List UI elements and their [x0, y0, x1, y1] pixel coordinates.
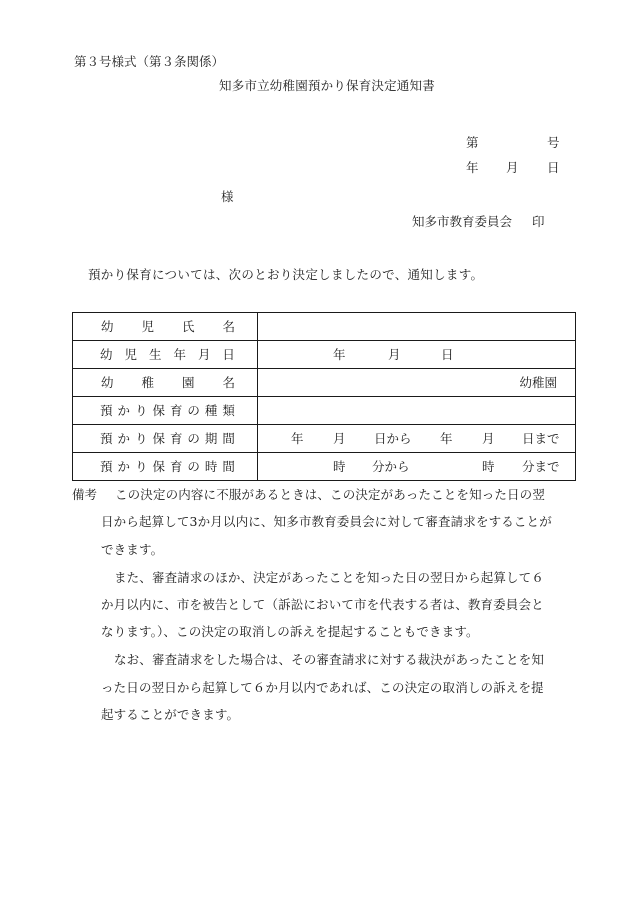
label-char: 児	[124, 346, 137, 362]
label-care-period	[73, 425, 258, 453]
remarks-line: った日の翌日から起算して６か月以内であれば、この決定の取消しの訴えを提	[101, 680, 544, 695]
birth-day-unit: 日	[441, 346, 454, 362]
label-char: 児	[141, 318, 154, 334]
remarks-line: また、審査請求のほか、決定があったことを知った日の翌日から起算して６	[114, 570, 544, 585]
label-char: り	[134, 402, 148, 418]
date-day-label: 日	[547, 160, 560, 175]
birthdate-field[interactable]	[258, 341, 576, 369]
kindergarten-field[interactable]	[258, 369, 576, 397]
label-char: 間	[222, 430, 235, 446]
label-char: 育	[169, 458, 183, 474]
document-number-suffix: 号	[547, 135, 560, 150]
label-char: 日	[222, 346, 235, 362]
label-char: 期	[204, 430, 218, 446]
period-start-day-unit: 日から	[374, 430, 412, 446]
label-char: り	[134, 458, 148, 474]
date-year-label: 年	[466, 160, 479, 175]
label-char: 月	[197, 346, 211, 362]
issuer-name: 知多市教育委員会	[412, 214, 513, 229]
remarks-line: この決定の内容に不服があるときは、この決定があったことを知った日の翌	[115, 487, 545, 502]
hours-end-hour-unit: 時	[482, 458, 495, 474]
label-char: 名	[222, 374, 235, 390]
label-care-hours	[73, 453, 258, 481]
recipient-honorific: 様	[221, 189, 234, 204]
table-row-child-name	[73, 313, 576, 341]
label-care-type	[73, 397, 258, 425]
label-child-name	[73, 313, 258, 341]
birth-month-unit: 月	[388, 346, 401, 362]
label-kindergarten	[73, 369, 258, 397]
table-row-care-type	[73, 397, 576, 425]
label-char: 年	[173, 346, 186, 362]
remarks-line: なります。）、この決定の取消しの訴えを提起することもできます。	[101, 624, 479, 639]
label-char: 保	[152, 430, 165, 446]
period-end-year-unit: 年	[440, 430, 453, 446]
hours-start-hour-unit: 時	[333, 458, 346, 474]
table-row-care-period	[73, 425, 576, 453]
period-start-month-unit: 月	[333, 430, 346, 446]
issuer-seal: 印	[532, 214, 545, 229]
period-start-year-unit: 年	[291, 430, 304, 446]
label-birthdate	[73, 341, 258, 369]
table-row-kindergarten	[73, 369, 576, 397]
label-char: り	[134, 430, 148, 446]
label-char: か	[117, 402, 130, 418]
label-char: 類	[222, 402, 235, 418]
label-char: 種	[204, 402, 218, 418]
care-period-field[interactable]	[258, 425, 576, 453]
table-row-care-hours	[73, 453, 576, 481]
label-char: 育	[169, 402, 183, 418]
label-char: 保	[152, 458, 165, 474]
label-char: 幼	[101, 374, 114, 390]
label-char: 幼	[101, 318, 114, 334]
form-number-label: 第３号様式（第３条関係）	[74, 54, 225, 69]
label-char: の	[187, 430, 200, 446]
label-char: 稚	[141, 374, 154, 390]
document-title: 知多市立幼稚園預かり保育決定通知書	[219, 78, 435, 93]
label-char: 預	[100, 402, 113, 418]
document-number-prefix: 第	[466, 135, 479, 150]
hours-end-minute-unit: 分まで	[522, 458, 560, 474]
label-char: 時	[204, 458, 218, 474]
label-char: 預	[100, 458, 113, 474]
remarks-line: 日から起算して3か月以内に、知多市教育委員会に対して審査請求をすることが	[101, 514, 552, 529]
label-char: か	[117, 430, 130, 446]
label-char: 園	[181, 374, 195, 390]
label-char: の	[187, 458, 200, 474]
remarks-line: できます。	[101, 542, 164, 557]
period-end-month-unit: 月	[482, 430, 495, 446]
hours-start-minute-unit: 分から	[372, 458, 410, 474]
care-type-field[interactable]	[258, 397, 576, 425]
remarks-line: 起することができます。	[101, 707, 240, 722]
care-hours-field[interactable]	[258, 453, 576, 481]
label-char: 育	[169, 430, 183, 446]
remarks-line: か月以内に、市を被告として（訴訟において市を代表する者は、教育委員会と	[101, 597, 544, 612]
intro-sentence: 預かり保育については、次のとおり決定しましたので、通知します。	[88, 267, 484, 282]
label-char: 氏	[181, 318, 195, 334]
birth-year-unit: 年	[333, 346, 346, 362]
period-end-day-unit: 日まで	[522, 430, 560, 446]
remarks-label: 備考	[72, 487, 98, 502]
label-char: 名	[222, 318, 235, 334]
remarks-line: なお、審査請求をした場合は、その審査請求に対する裁決があったことを知	[114, 652, 544, 667]
date-month-label: 月	[506, 160, 519, 175]
label-char: 幼	[100, 346, 113, 362]
decision-table	[72, 312, 576, 481]
label-char: の	[187, 402, 200, 418]
label-char: 預	[100, 430, 113, 446]
label-char: 保	[152, 402, 165, 418]
kindergarten-suffix: 幼稚園	[519, 374, 557, 390]
label-char: 間	[222, 458, 235, 474]
table-row-birthdate	[73, 341, 576, 369]
label-char: 生	[148, 346, 162, 362]
label-char: か	[117, 458, 130, 474]
child-name-field[interactable]	[258, 313, 576, 341]
